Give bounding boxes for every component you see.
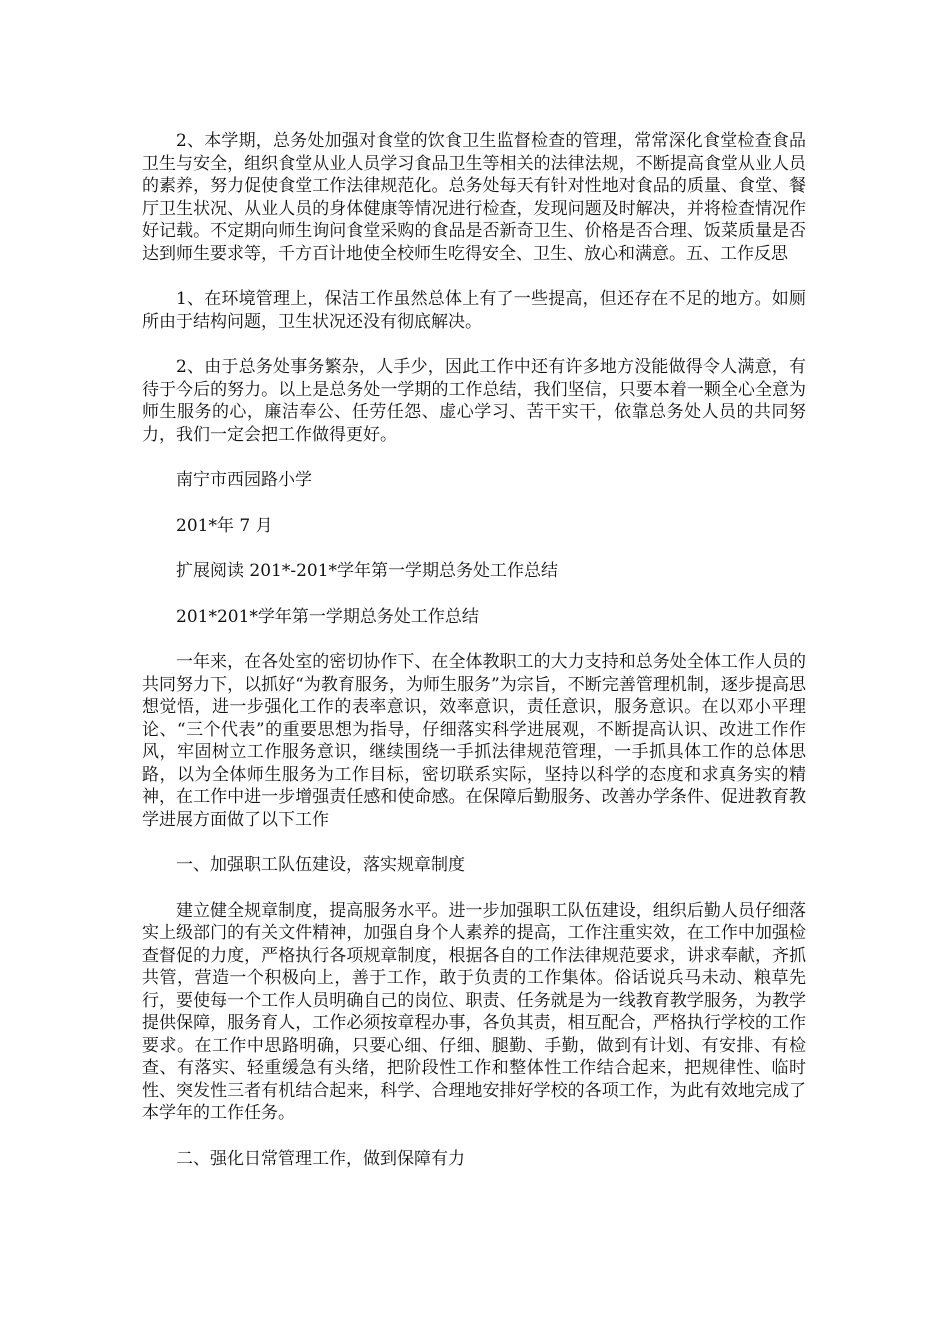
summary-title: 201*201*学年第一学期总务处工作总结	[176, 606, 479, 627]
section-heading-1: 一、加强职工队伍建设，落实规章制度	[176, 855, 465, 875]
school-name: 南宁市西园路小学	[176, 470, 312, 490]
document-date: 201*年 7 月	[176, 515, 273, 536]
paragraph-reflection-2: 2、由于总务处事务繁杂，人手少，因此工作中还有许多地方没能做得令人满意，有待于今后的努力。以上是总务处一学期的工作总结，我们坚信，只要本着一颗全心全意为师生服务的心，廉洁奉公、任劳任怨、虚心学习、苦干实干，依靠总务处人员的共同努力，我们一定会把工作做得更好。	[142, 357, 806, 445]
paragraph-staff-rules: 建立健全规章制度，提高服务水平。进一步加强职工队伍建设，组织后勤人员仔细落实上级部门的有关文件精神，加强自身个人素养的提高，工作注重实效，在工作中加强检查督促的力度，严格执行各项规章制度，根据各自的工作法律规范要求，讲求奉献，齐抓共管，营造一个积极向上，善于工作，敢于负责的工作集体。俗话说兵马未动、粮草先行，要使每一个工作人员明确自己的岗位、职责、任务就是为一线教育教学服务，为教学提供保障，服务育人，工作必须按章程办事，各负其责，相互配合，严格执行学校的工作要求。在工作中思路明确，只要心细、仔细、腿勤、手勤，做到有计划、有安排、有检查、有落实、轻重缓急有头绪，把阶段性工作和整体性工作结合起来，把规律性、临时性、突发性三者有机结合起来，科学、合理地安排好学校的各项工作，为此有效地完成了本学年的工作任务。	[142, 900, 806, 1123]
paragraph-canteen-hygiene: 2、本学期，总务处加强对食堂的饮食卫生监督检查的管理，常常深化食堂检查食品卫生与安全，组织食堂从业人员学习食品卫生等相关的法律法规，不断提高食堂从业人员的素养，努力促使食堂工作法律规范化。总务处每天有针对性地对食品的质量、食堂、餐厅卫生状况、从业人员的身体健康等情况进行检查，发现问题及时解决，并将检查情况作好记载。不定期向师生询问食堂采购的食品是否新奇卫生、价格是否合理、饭菜质量是否达到师生要求等，千方百计地使全校师生吃得安全、卫生、放心和满意。五、工作反思	[142, 131, 806, 264]
paragraph-introduction: 一年来，在各处室的密切协作下、在全体教职工的大力支持和总务处全体工作人员的共同努力下，以抓好“为教育服务，为师生服务”为宗旨，不断完善管理机制，逐步提高思想觉悟，进一步强化工作的表率意识，效率意识，责任意识，服务意识。在以邓小平理论、“三个代表”的重要思想为指导，仔细落实科学进展观，不断提高认识、改进工作作风，牢固树立工作服务意识，继续围绕一手抓法律规范管理，一手抓具体工作的总体思路，以为全体师生服务为工作目标，密切联系实际，坚持以科学的态度和求真务实的精神，在工作中进一步增强责任感和使命感。在保障后勤服务、改善办学条件、促进教育教学进展方面做了以下工作	[142, 652, 806, 830]
extended-reading-title: 扩展阅读 201*-201*学年第一学期总务处工作总结	[176, 561, 559, 581]
section-heading-2: 二、强化日常管理工作，做到保障有力	[176, 1148, 465, 1169]
document-body	[142, 130, 806, 1170]
paragraph-reflection-1: 1、在环境管理上，保洁工作虽然总体上有了一些提高，但还存在不足的地方。如厕所由于结构问题，卫生状况还没有彻底解决。	[142, 289, 806, 332]
